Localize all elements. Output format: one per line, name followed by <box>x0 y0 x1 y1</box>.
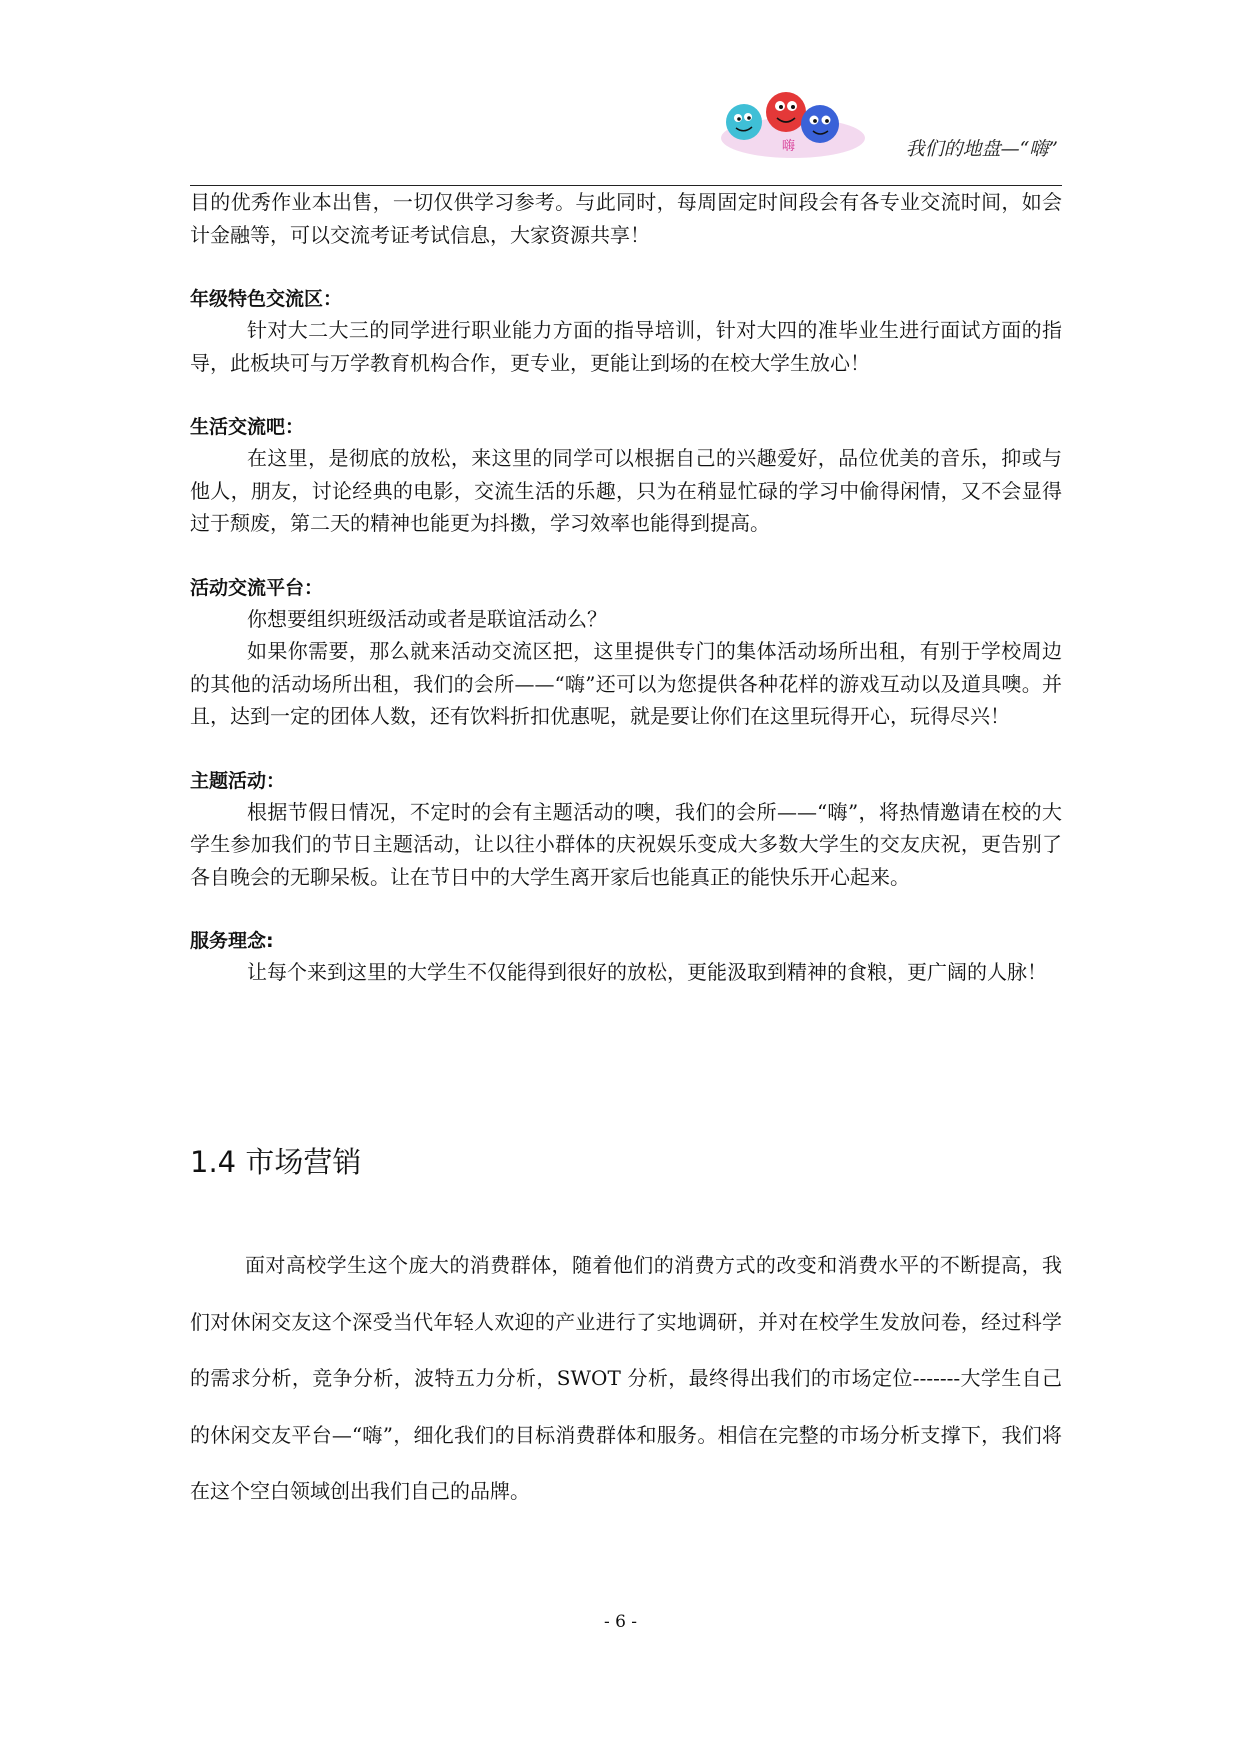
page-header <box>190 80 1062 186</box>
logo-text: 嗨 <box>782 139 796 154</box>
header-caption: 我们的地盘—“嗨” <box>905 138 1058 160</box>
section-heading-grade-exchange: 年级特色交流区： <box>190 288 343 310</box>
page-number: - 6 - <box>603 1612 638 1632</box>
marketing-paragraph: 面对高校学生这个庞大的消费群体，随着他们的消费方式的改变和消费水平的不断提高，我们对休闲交友这个深受当代年轻人欢迎的产业进行了实地调研，并对在校学生发放问卷，经过科学的需求分析，竞争分析，波特五力分析，SWOT 分析，最终得出我们的市场定位-------大学生自己的休闲交友平台—“嗨”，细化我们的目标消费群体和服务。相信在完整的市场分析支撑下，我们将在这个空白领域创出我们自己的品牌。 <box>190 1253 1062 1503</box>
section-heading-activity-platform: 活动交流平台： <box>190 576 324 599</box>
marketing-section <box>190 1237 1062 1520</box>
section-paragraph: 让每个来到这里的大学生不仅能得到很好的放松，更能汲取到精神的食粮，更广阔的人脉！ <box>247 960 1047 984</box>
section-heading-theme-events: 主题活动： <box>190 769 286 792</box>
section-paragraph: 针对大二大三的同学进行职业能力方面的指导培训，针对大四的准毕业生进行面试方面的指导，此板块可与万学教育机构合作，更专业，更能让到场的在校大学生放心！ <box>190 318 1062 375</box>
body-text <box>190 186 1062 989</box>
logo-red-ball <box>766 92 806 132</box>
section-heading-service-concept: 服务理念: <box>190 930 274 952</box>
section-title-marketing: 1.4 市场营销 <box>190 1145 362 1179</box>
intro-paragraph: 目的优秀作业本出售，一切仅供学习参考。与此同时，每周固定时间段会有各专业交流时间，如会计金融等，可以交流考证考试信息，大家资源共享！ <box>190 190 1062 247</box>
logo-cyan-ball <box>726 104 762 140</box>
smiley-balls-logo <box>718 90 868 160</box>
section-paragraph: 根据节假日情况，不定时的会有主题活动的噢，我们的会所——“嗨”，将热情邀请在校的大学生参加我们的节日主题活动，让以往小群体的庆祝娱乐变成大多数大学生的交友庆祝，更告别了各自晚会的无聊呆板。让在节日中的大学生离开家后也能真正的能快乐开心起来。 <box>190 799 1062 889</box>
logo-blue-ball <box>801 105 839 143</box>
section-paragraph: 你想要组织班级活动或者是联谊活动么？ <box>247 606 607 631</box>
section-heading-life-bar: 生活交流吧： <box>190 416 305 438</box>
section-paragraph: 在这里，是彻底的放松，来这里的同学可以根据自己的兴趣爱好，品位优美的音乐，抑或与他人，朋友，讨论经典的电影，交流生活的乐趣，只为在稍显忙碌的学习中偷得闲情，又不会显得过于颓废，第二天的精神也能更为抖擞，学习效率也能得到提高。 <box>190 446 1062 535</box>
section-paragraph: 如果你需要，那么就来活动交流区把，这里提供专门的集体活动场所出租，有别于学校周边的其他的活动场所出租，我们的会所——“嗨”还可以为您提供各种花样的游戏互动以及道具噢。并且，达到一定的团体人数，还有饮料折扣优惠呢，就是要让你们在这里玩得开心，玩得尽兴！ <box>190 639 1062 728</box>
